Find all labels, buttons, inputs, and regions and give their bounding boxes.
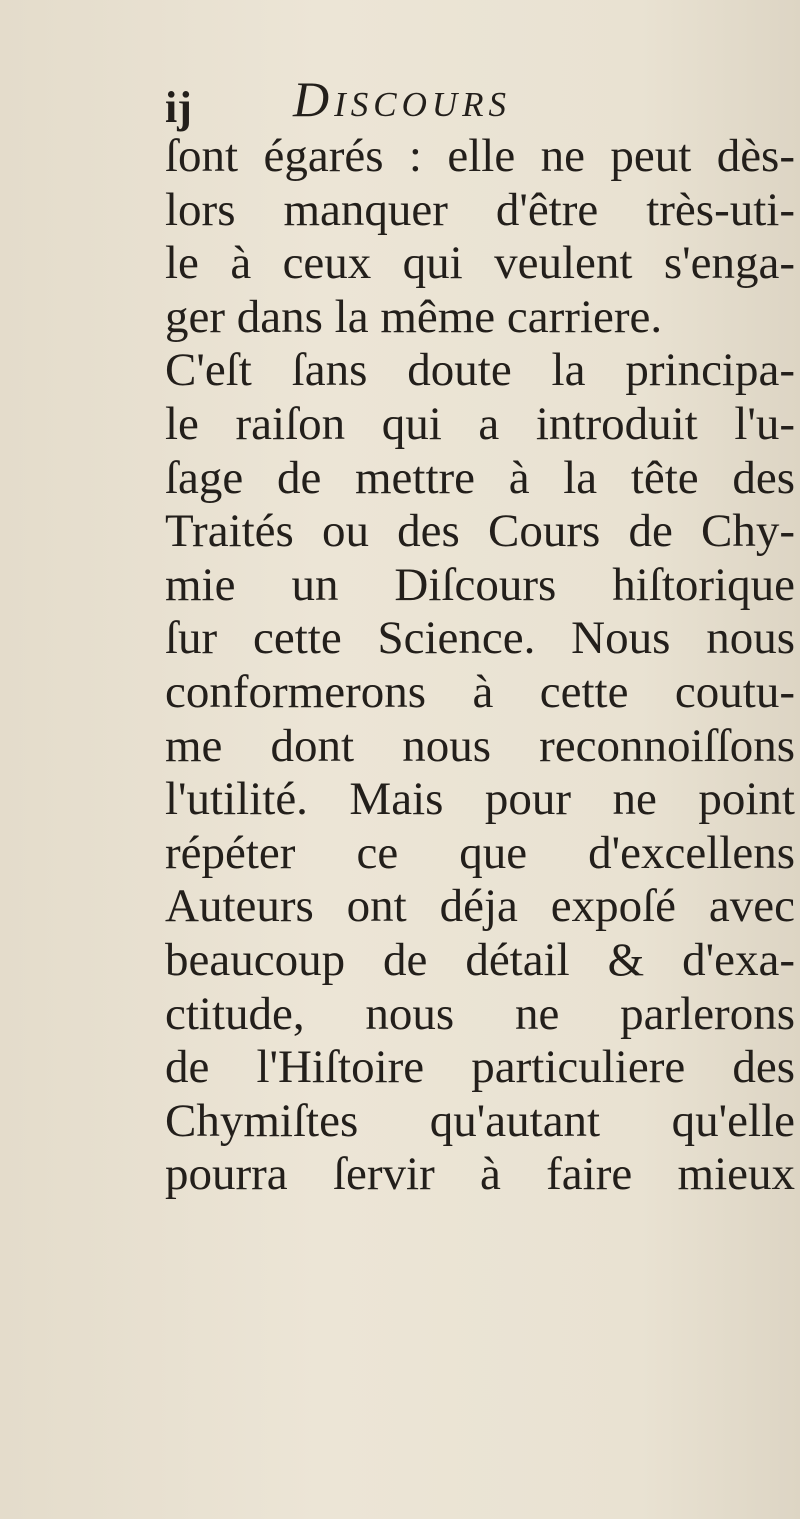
- page-number: ij: [165, 83, 192, 132]
- text-line: ctitude, nous ne parlerons: [165, 987, 795, 1040]
- text-line: ſont égarés : elle ne peut dès-: [165, 130, 795, 182]
- body-text: [165, 130, 795, 1202]
- text-line: Traités ou des Cours de Chy-: [165, 505, 795, 558]
- text-line: me dont nous reconnoiſſons: [165, 719, 795, 772]
- text-line: le raiſon qui a introduit l'u-: [165, 397, 795, 450]
- text-line: mie un Diſcours hiſtorique: [165, 558, 795, 611]
- text-line: beaucoup de détail & d'exa-: [165, 933, 795, 986]
- text-line: répéter ce que d'excellens: [165, 826, 795, 879]
- text-line: lors manquer d'être très-uti-: [165, 183, 795, 236]
- text-line: ſage de mettre à la tête des: [165, 451, 795, 504]
- text-line: Chymiſtes qu'autant qu'elle: [165, 1094, 795, 1147]
- running-title: Discours: [293, 71, 512, 127]
- text-line: pourra ſervir à faire mieux: [165, 1148, 795, 1201]
- text-line: C'eſt ſans doute la principa-: [165, 344, 795, 397]
- text-line: ſur cette Science. Nous nous: [165, 612, 795, 665]
- text-line: ger dans la même carriere.: [165, 290, 663, 343]
- text-line: de l'Hiſtoire particuliere des: [165, 1041, 795, 1094]
- text-line: conformerons à cette coutu-: [165, 665, 795, 718]
- text-line: le à ceux qui veulent s'enga-: [165, 237, 795, 290]
- text-line: l'utilité. Mais pour ne point: [165, 773, 795, 826]
- text-line: Auteurs ont déja expoſé avec: [165, 880, 795, 933]
